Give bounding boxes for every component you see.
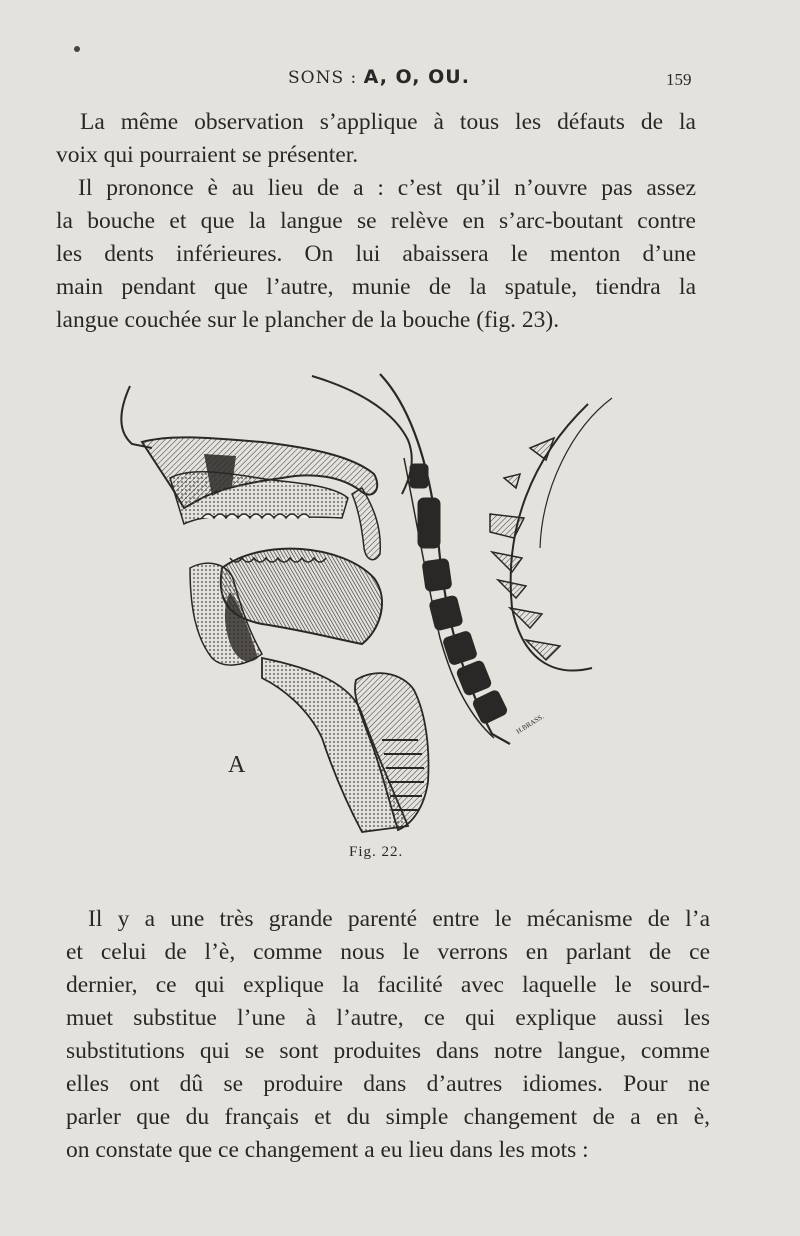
text-line: langue couchée sur le plancher de la bouche (fig. 23). [56,307,560,333]
upper-teeth [202,514,310,518]
text-line: voix qui pourraient se présenter. [56,142,359,168]
text-line: Il prononce è au lieu de a : c’est qu’il n’ouvre pas assez [78,175,696,201]
text-line: la bouche et que la langue se relève en s’arc-boutant contre [56,208,696,234]
text-line: les dents inférieures. On lui abaissera le menton d’une [56,241,696,267]
header-section: SONS : [288,68,358,88]
figure-letter: A [228,752,246,778]
soft-palate [352,488,380,560]
text-line: muet substitue l’une à l’autre, ce qui explique aussi les [66,1005,710,1031]
nose-profile [121,386,152,448]
text-line: substitutions qui se sont produites dans notre langue, comme [66,1038,710,1064]
neck-back-outer [540,398,612,548]
running-header [0,66,800,96]
engraver-signature: H.BRASS. [514,712,546,736]
text-line: et celui de l’è, comme nous le verrons en parlant de ce [66,939,710,965]
text-line: dernier, ce qui explique la facilité avec laquelle le sourd- [66,972,710,998]
anatomical-figure-sagittal-head [112,368,642,838]
figure-caption: Fig. 22. [349,844,404,860]
ink-speck [74,46,80,52]
paragraph-3 [66,903,710,1167]
running-title [288,66,470,88]
header-letters: A, O, OU. [363,66,470,88]
spinous-processes [490,438,560,660]
text-line: La même observation s’applique à tous les défauts de la [80,109,696,135]
text-line: Il y a une très grande parenté entre le mécanisme de l’a [88,906,710,932]
page-number: 159 [666,70,692,89]
vertebral-bodies [410,464,508,725]
text-line: on constate que ce changement a eu lieu dans les mots : [66,1137,589,1163]
text-line: main pendant que l’autre, munie de la spatule, tiendra la [56,274,696,300]
paragraph-1 [56,106,696,172]
text-line: parler que du français et du simple changement de a en è, [66,1104,710,1130]
paragraph-2 [56,172,696,337]
text-line: elles ont dû se produire dans d’autres idiomes. Pour ne [66,1071,710,1097]
